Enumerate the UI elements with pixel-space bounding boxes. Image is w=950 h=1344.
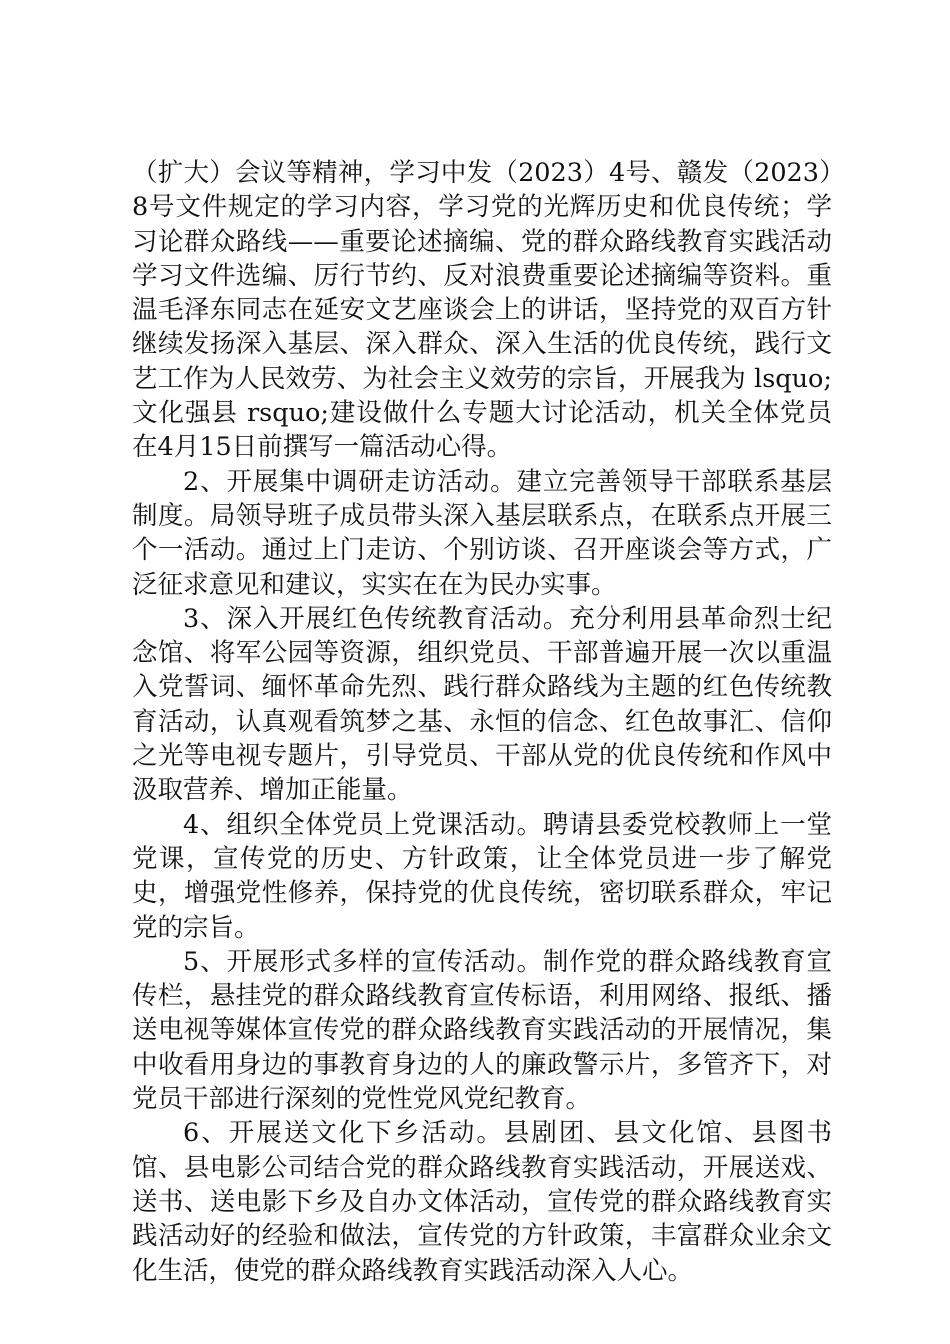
paragraph-item-6: 6、开展送文化下乡活动。县剧团、县文化馆、县图书馆、县电影公司结合党的群众路线教育实践活动，开展送戏、送书、送电影下乡及自办文体活动，宣传党的群众路线教育实践活动好的经验和做法，宣传党的方针政策，丰富群众业余文化生活，使党的群众路线教育实践活动深入人心。 [132,1118,832,1286]
document-body [132,156,832,1288]
paragraph-item-2: 2、开展集中调研走访活动。建立完善领导干部联系基层制度。局领导班子成员带头深入基层联系点，在联系点开展三个一活动。通过上门走访、个别访谈、召开座谈会等方式，广泛征求意见和建议，实实在在为民办实事。 [132,466,832,600]
paragraph-item-3: 3、深入开展红色传统教育活动。充分利用县革命烈士纪念馆、将军公园等资源，组织党员、干部普遍开展一次以重温入党誓词、缅怀革命先烈、践行群众路线为主题的红色传统教育活动，认真观看筑梦之基、永恒的信念、红色故事汇、信仰之光等电视专题片，引导党员、干部从党的优良传统和作风中汲取营养、增加正能量。 [132,603,832,806]
paragraph-continuation: （扩大）会议等精神，学习中发（2023）4号、赣发（2023）8号文件规定的学习内容，学习党的光辉历史和优良传统；学习论群众路线——重要论述摘编、党的群众路线教育实践活动学习文件选编、厉行节约、反对浪费重要论述摘编等资料。重温毛泽东同志在延安文艺座谈会上的讲话，坚持党的双百方针继续发扬深入基层、深入群众、深入生活的优良传统，践行文艺工作为人民效劳、为社会主义效劳的宗旨，开展我为 lsquo;文化强县 rsquo;建设做什么专题大讨论活动，机关全体党员在4月15日前撰写一篇活动心得。 [132,158,832,463]
paragraph-item-4: 4、组织全体党员上党课活动。聘请县委党校教师上一堂党课，宣传党的历史、方针政策，让全体党员进一步了解党史，增强党性修养，保持党的优良传统，密切联系群众，牢记党的宗旨。 [132,809,832,943]
paragraph-item-5: 5、开展形式多样的宣传活动。制作党的群众路线教育宣传栏，悬挂党的群众路线教育宣传标语，利用网络、报纸、播送电视等媒体宣传党的群众路线教育实践活动的开展情况，集中收看用身边的事教育身边的人的廉政警示片，多管齐下，对党员干部进行深刻的党性党风党纪教育。 [132,946,832,1115]
